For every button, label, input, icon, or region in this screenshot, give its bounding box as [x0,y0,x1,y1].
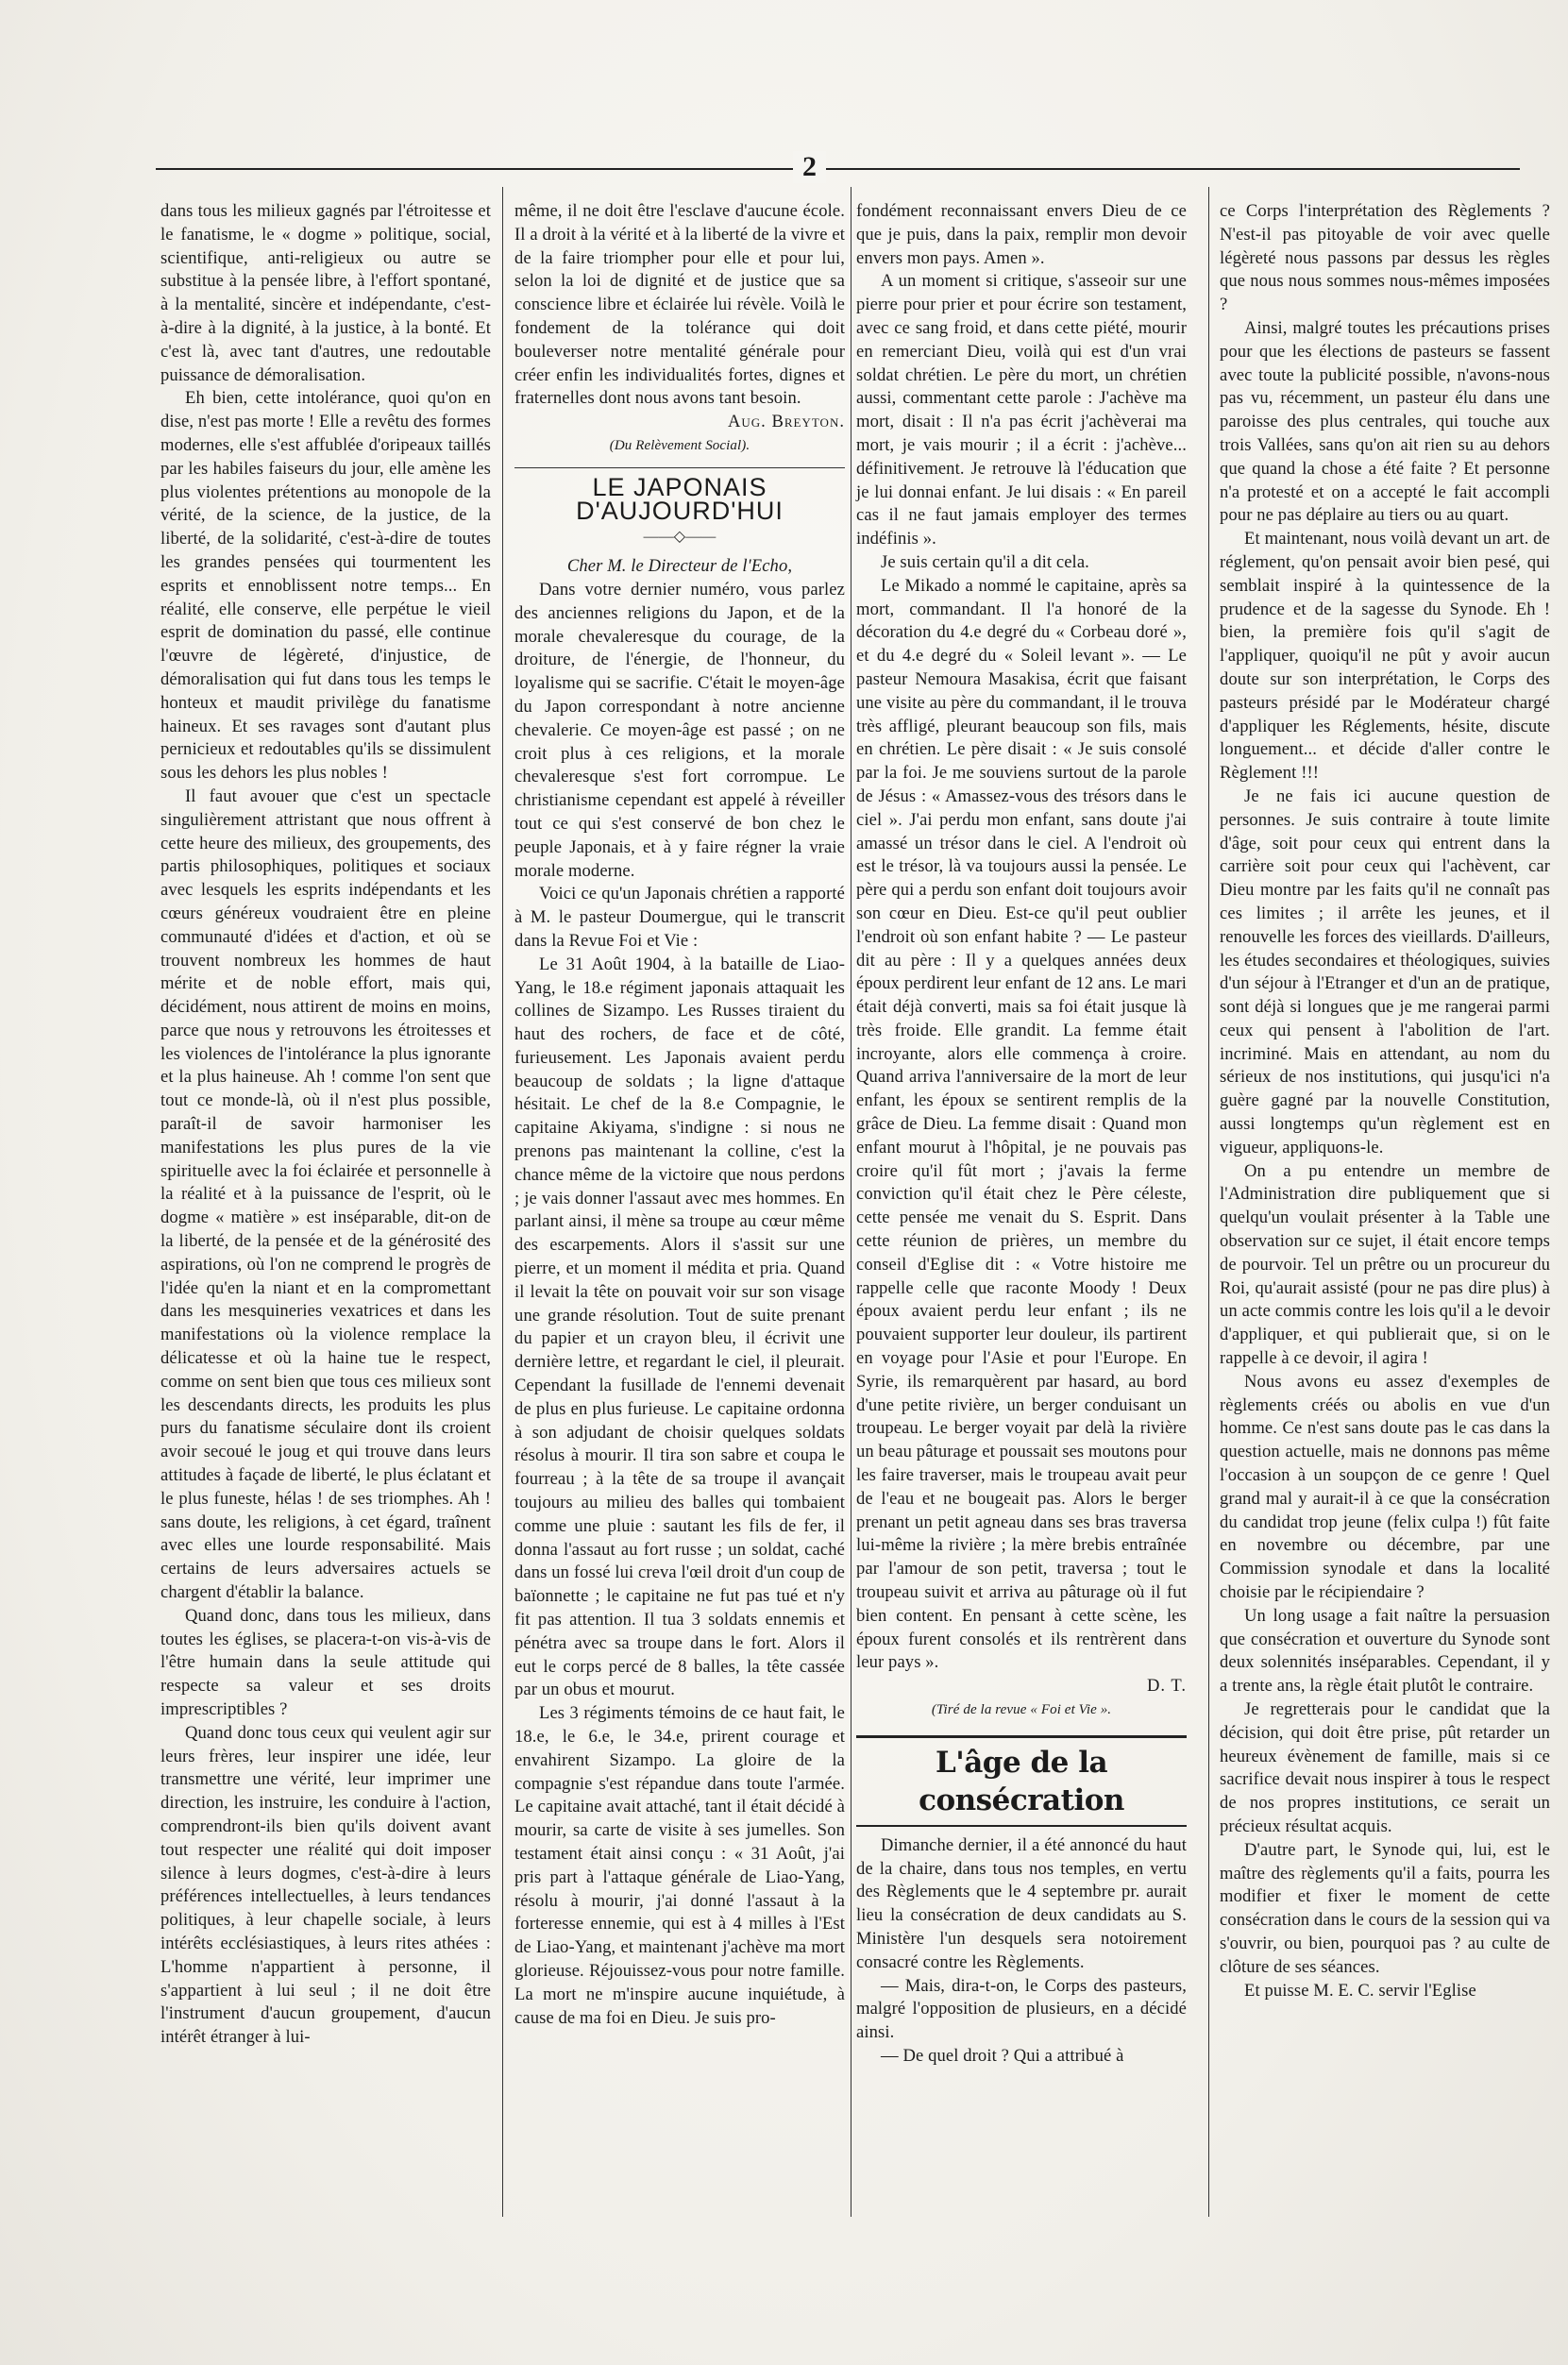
paragraph: — Mais, dira-t-on, le Corps des pasteurs, malgré l'opposition de plusieurs, en a décidé ainsi. [856,1975,1187,2043]
article-column-4 [1220,200,1550,2002]
paragraph: Dimanche dernier, il a été annoncé du haut de la chaire, dans tous nos temples, en vertu des Règlements que le 4 septembre pr. aurait lieu la consécration de deux candidats au S. Ministère l'un desquels sera notoirement consacré contre les Règlements. [856,1834,1187,1972]
paragraph: Je ne fais ici aucune question de personnes. Je suis contraire à toute limite d'âge, soit pour ceux qui entrent dans la carrière soit pour ceux qui l'achèvent, car Dieu montre par les faits qu'il ne connaît pas ces limites ; il arrête les jeunes, et il renouvelle les forces des vieillards. D'ailleurs, les études secondaires et théologiques, suivies d'un séjour à l'Etranger et d'un an de pratique, sont déjà si longues que je me rangerai parmi ceux qui pensent à l'abolition de l'art. incriminé. Mais en attendant, au nom du sérieux de nos institutions, qui jusqu'ici n'a guère gagné par la nouvelle Constitution, aussi longtemps qu'un règlement est en vigueur, appliquons-le. [1220,786,1550,1157]
paragraph: On a pu entendre un membre de l'Administration dire publiquement que si quelqu'un voulait présenter à la Table une observation sur ce sujet, il était encore temps de pourvoir. Tel un prêtre ou un procureur du Roi, qu'aurait assisté (pour ne pas dire plus) à un acte commis contre les lois qu'il a le devoir d'appliquer, et qui publierait que, si on le rappelle à ce devoir, il agira ! [1220,1160,1550,1369]
paragraph: Ainsi, malgré toutes les précautions prises pour que les élections de pasteurs se fassent avec toute la publicité possible, n'avons-nous pas vu, récemment, un pasteur élu dans une paroisse des plus centrales, qui touche aux trois Vallées, sans qu'on ait rien su au dehors que quand la chose a été faite ? Et personne n'a protesté et on a accepté le fait accompli pour ne pas déplaire au tiers ou au quart. [1220,317,1550,526]
paragraph: Je suis certain qu'il a dit cela. [881,551,1089,572]
paragraph: Nous avons eu assez d'exemples de règlements créés ou abolis en vue d'un homme. Ce n'est sans doute pas le cas dans la question actuelle, mais ne donnons pas même l'occasion à un soupçon de ce genre ! Quel grand mal y aurait-il à ce que la consécration du candidat trop jeune (felix culpa !) fût faite en novembre ou décembre, par une Commission synodale et dans la localité choisie par le récipiendaire ? [1220,1371,1550,1603]
paragraph: dans tous les milieux gagnés par l'étroitesse et le fanatisme, le « dogme » politique, social, scientifique, anti-religieux ou autre se substitue à la pensée libre, à l'effort spontané, à la mentalité, sincère et indépendante, c'est-à-dire à la dignité, à la justice, à la bonté. Et c'est là, avec tant d'autres, une redoutable puissance de démoralisation. [160,201,491,385]
paragraph: Et maintenant, nous voilà devant un art. de réglement, qu'on pensait avoir bien pesé, qui semblait inspiré à la quintessence de la prudence et de la sagesse du Synode. Eh ! bien, la première fois qu'il s'agit de l'appliquer, quoiqu'il ne pût y avoir aucun doute sur son interprétation, le Corps des pasteurs présidé par le Modérateur chargé d'appliquer les Réglements, hésite, discute longuement... et décide d'aller contre le Règlement !!! [1220,529,1550,784]
page-number: 2 [793,151,826,183]
source-note: (Du Relèvement Social). [609,437,750,453]
paragraph: — De quel droit ? Qui a attribué à [881,2045,1124,2066]
article-headline: L'âge de la consécration [856,1735,1187,1827]
paragraph: Voici ce qu'un Japonais chrétien a rapporté à M. le pasteur Doumergue, qui le transcrit dans la Revue Foi et Vie : [514,884,845,951]
paragraph: A un moment si critique, s'asseoir sur une pierre pour prier et pour écrire son testament, avec ce sang froid, et dans cette piété, mourir en remerciant Dieu, voilà qui est d'un vrai soldat chrétien. Le père du mort, un chrétien aussi, commentant cette parole : J'achève ma mort, disait : Il n'a pas écrit j'achèverai ma mort, je vais mourir ; il a écrit : j'achève... définitivement. Je retrouve là l'éducation que je lui donnai enfant. Je lui disais : « En pareil cas il ne faut jamais employer des termes indéfinis ». [856,271,1187,549]
article-column-2 [514,200,845,2030]
source-note: (Tiré de la revue « Foi et Vie ». [931,1702,1112,1717]
paragraph: Et puisse M. E. C. servir l'Eglise [1244,1980,1476,2001]
paragraph: Un long usage a fait naître la persuasion que consécration et ouverture du Synode sont deux solennités inséparables. Cependant, il y a trente ans, la règle était plutôt le contraire. [1220,1605,1550,1697]
author-signature: D. T. [1146,1676,1187,1697]
column-divider [502,187,503,2217]
paragraph: Eh bien, cette intolérance, quoi qu'on en dise, n'est pas morte ! Elle a revêtu des formes modernes, elle s'est affublée d'oripeaux taillés par les habiles faiseurs du jour, elle amène les plus violentes prétentions au monopole de la vérité, de la science, de la justice, de la liberté, de la solidarité, c'est-à-dire de toutes les grandes pensées qui tourmentent les esprits et ennoblissent notre temps... En réalité, elle conserve, elle perpétue le vieil esprit de domination du passé, elle continue l'œuvre de légèreté, d'injustice, de démoralisation qui fut dans tous les temps le honteux et maudit privilège du fanatisme haineux. Et ses ravages sont d'autant plus pernicieux et redoutables qu'ils se dissimulent sous les dehors les plus nobles ! [160,388,491,784]
paragraph: Quand donc, dans tous les milieux, dans toutes les églises, se placera-t-on vis-à-vis de l'être humain dans la seule attitude qui respecte sa valeur et ses droits imprescriptibles ? [160,1605,491,1719]
paragraph: D'autre part, le Synode qui, lui, est le maître des règlements qu'il a faits, pourra les modifier et fixer le moment de cette consécration dans le cours de la session qui va s'ouvrir, ou bien, pourquoi pas ? au culte de clôture de ses séances. [1220,1839,1550,1977]
paragraph: Les 3 régiments témoins de ce haut fait, le 18.e, le 6.e, le 34.e, prirent courage et envahirent Sizampo. La gloire de la compagnie s'est répandue dans toute l'armée. Le capitaine avait attaché, tant il était décidé à mourir, sa carte de visite à ses jumelles. Son testament était ainsi conçu : « 31 Août, j'ai pris part à l'attaque générale de Liao-Yang, résolu à mourir, j'ai donné l'assaut à la forteresse ennemie, qui est à 4 milles à l'Est de Liao-Yang, et maintenant j'achève ma mort glorieuse. Réjouissez-vous pour notre famille. La mort ne m'inspire aucune inquiétude, à cause de ma foi en Dieu. Je suis pro- [514,1703,845,2028]
paragraph: Quand donc tous ceux qui veulent agir sur leurs frères, leur inspirer une idée, leur transmettre une vérité, leur imprimer une direction, les instruire, les conduire à l'action, comprendront-ils bien qu'ils doivent avant tout respecter une réalité qui doit imposer silence à leurs dogmes, c'est-à-dire à leurs préférences intellectuelles, à leurs tendances politiques, à leur chapelle sociale, à leurs intérêts ecclésiastiques, à leurs rites athées : L'homme n'appartient à personne, il s'appartient à lui seul ; il ne doit être l'instrument d'aucun groupement, d'aucun intérêt étranger à lui- [160,1722,491,2048]
article-title: LE JAPONAIS D'AUJOURD'HUI [514,467,845,523]
paragraph: Il faut avouer que c'est un spectacle singulièrement attristant que nous offrent à cette heure des milieux, des groupements, des partis philosophiques, politiques et sociaux avec lesquels les esprits indépendants et les cœurs généreux voudraient être en pleine communauté d'idées et d'action, et où se trouvent nombreux les hommes de haut mérite et de noble effort, mais qui, décidément, nous attirent de moins en moins, parce que nous y retrouvons les étroitesses et les violences de l'intolérance la plus ignorante et la plus haineuse. Ah ! comme l'on sent que tout ce monde-là, où il n'est plus possible, paraît-il de savoir harmoniser les manifestations les plus pures de la vie spirituelle avec la foi éclairée et personnelle à la réalité et à la puissance de l'esprit, où le dogme « matière » est inséparable, dit-on de la liberté, de la pensée et de la générosité des aspirations, où l'on ne comprend le progrès de l'idée qu'en la niant et en la compromettant dans les mesquineries vexatrices et dans les manifestations où la violence remplace la délicatesse et où la haine tue le respect, comme on sent bien que tous ces milieux sont les descendants directs, les produits les plus purs du fanatisme séculaire dont ils croient avoir secoué le joug et qui trouve dans leurs attitudes à façade de liberté, le plus éclatant et le plus funeste, hélas ! de ses triomphes. Ah ! sans doute, les religions, à cet égard, traînent avec elles une lourde responsabilité. Mais certains de leurs adversaires actuels se chargent d'établir la balance. [160,786,491,1603]
paragraph: ce Corps l'interprétation des Règlements ? N'est-il pas pitoyable de voir avec quelle légèreté nous passons par dessus les règles que nous nous sommes nous-mêmes imposées ? [1220,201,1550,315]
paragraph: fondément reconnaissant envers Dieu de ce que je puis, dans la paix, remplir mon devoir envers mon pays. Amen ». [856,201,1187,268]
column-divider [1208,187,1209,2217]
header-rule [156,168,1520,170]
paragraph: Le Mikado a nommé le capitaine, après sa mort, commandant. Il l'a honoré de la décoration du 4.e degré du « Corbeau doré », et du 4.e degré du « Soleil levant ». — Le pasteur Nemoura Masakisa, écrit que faisant une visite au père du commandant, il le trouva très affligé, pleurant beaucoup son fils, mais en chrétien. Le père disait : « Je suis consolé par la foi. Je me souviens surtout de la parole de Jésus : « Amassez-vous des trésors dans le ciel ». J'ai perdu mon enfant, sans doute j'ai amassé un trésor dans le ciel. A l'endroit où est le trésor, là va toujours aussi la pensée. Le père qui a perdu son enfant doit toujours avoir son cœur en Dieu. Est-ce qu'il peut oublier l'endroit où son enfant habite ? — Le pasteur dit au père : Il y a quelques années deux époux perdirent leur enfant de 12 ans. Le mari était déjà converti, mais sa foi était jusque là très froide. Elle grandit. La femme était incroyante, alors elle commença à croire. Quand arriva l'anniversaire de la mort de leur enfant, les époux se sentirent remplis de la grâce de Dieu. La femme disait : Quand mon enfant mourut à l'hôpital, je ne pouvais pas croire qu'il fût mort ; j'avais la ferme conviction qu'il était chez le Père céleste, cette pensée me venait du S. Esprit. Dans cette réunion de prières, un membre du conseil d'Eglise dit : « Votre histoire me rappelle celle que raconte Moody ! Deux époux avaient perdu leur enfant ; ils ne pouvaient supporter leur douleur, ils partirent en voyage pour l'Asie et pour l'Europe. En Syrie, ils remarquèrent par hasard, au bord d'une petite rivière, un berger conduisant un troupeau. Le berger voyait par delà la rivière un beau pâturage et poussait ses moutons pour les faire traverser, mais le troupeau avait peur de l'eau et ne bougeait pas. Alors le berger prenant un petit agneau dans ses bras traversa lui-même la rivière ; la mère brebis entraînée par l'amour de son petit, traversa ; tout le troupeau suivit et arriva au pâturage où il fut bien content. En pensant à cette scène, les époux furent consolés et ils rentrèrent dans leur pays ». [856,575,1187,1673]
author-signature: Aug. Breyton. [727,412,845,432]
paragraph: Je regretterais pour le candidat que la décision, qui doit être prise, pût retarder un heureux évènement de famille, mais si ce sacrifice devait nous inspirer à tous le respect de nos propres institutions, ce serait un précieux résultat acquis. [1220,1699,1550,1836]
paragraph: Dans votre dernier numéro, vous parlez des anciennes religions du Japon, et de la morale chevaleresque du courage, de la droiture, de l'énergie, de l'honneur, du loyalisme qui se sacrifie. C'était le moyen-âge du Japon correspondant à notre ancienne chevalerie. Ce moyen-âge est passé ; on ne croit plus à ces religions, et la morale chevaleresque s'est fort corrompue. Le christianisme cependant est appelé à réveiller tout ce qui s'est conservé de bon chez le peuple Japonais, et à y faire régner la vraie morale moderne. [514,579,845,881]
article-column-1 [160,200,491,2050]
ornament-divider: ——◇—— [643,529,717,546]
paragraph: Le 31 Août 1904, à la bataille de Liao-Yang, le 18.e régiment japonais attaquait les collines de Sizampo. Les Russes tiraient du haut des rochers, de face et de côté, furieusement. Les Japonais avaient perdu beaucoup de soldats ; la ligne d'attaque hésitait. Le chef de la 8.e Compagnie, le capitaine Akiyama, s'indigne : si nous ne prenons pas maintenant la colline, c'est la chance même de la victoire que nous perdons ; je vais donner l'assaut avec mes hommes. En parlant ainsi, il mène sa troupe au cœur même des escarpements. Alors il s'assit sur une pierre, et un moment il médita et pria. Quand il levait la tête on pouvait voir sur son visage une grande résolution. Tout de suite prenant du papier et un crayon bleu, il écrivit une dernière lettre, et regardant le ciel, il pleurait. Cependant la fusillade de l'ennemi devenait de plus en plus furieuse. Le capitaine ordonna à son adjudant de choisir quelques soldats résolus à mourir. Il tira son sabre et coupa le fourreau ; à la tête de sa troupe il avançait toujours au milieu des balles qui tombaient comme une pluie : sautant les fils de fer, il donna l'assaut au fort russe ; un soldat, caché dans un fossé lui creva l'œil droit d'un coup de baïonnette ; le capitaine ne fut pas tué et n'y fit pas attention. Il tua 3 soldats ennemis et pénétra avec sa troupe dans le fort. Alors il eut le corps percé de 8 balles, la tête cassée par un obus et mourut. [514,954,845,1700]
paragraph: même, il ne doit être l'esclave d'aucune école. Il a droit à la vérité et à la liberté de la vivre et de la faire triompher pour elle et pour lui, selon la loi de dignité et de justice que sa conscience libre et éclairée lui révèle. Voilà le fondement de la tolérance qui doit bouleverser notre mentalité générale pour créer enfin les individualités fortes, dignes et fraternelles dont nous avons tant besoin. [514,201,845,409]
article-column-3 [856,200,1187,2069]
salutation: Cher M. le Directeur de l'Echo, [566,556,793,577]
